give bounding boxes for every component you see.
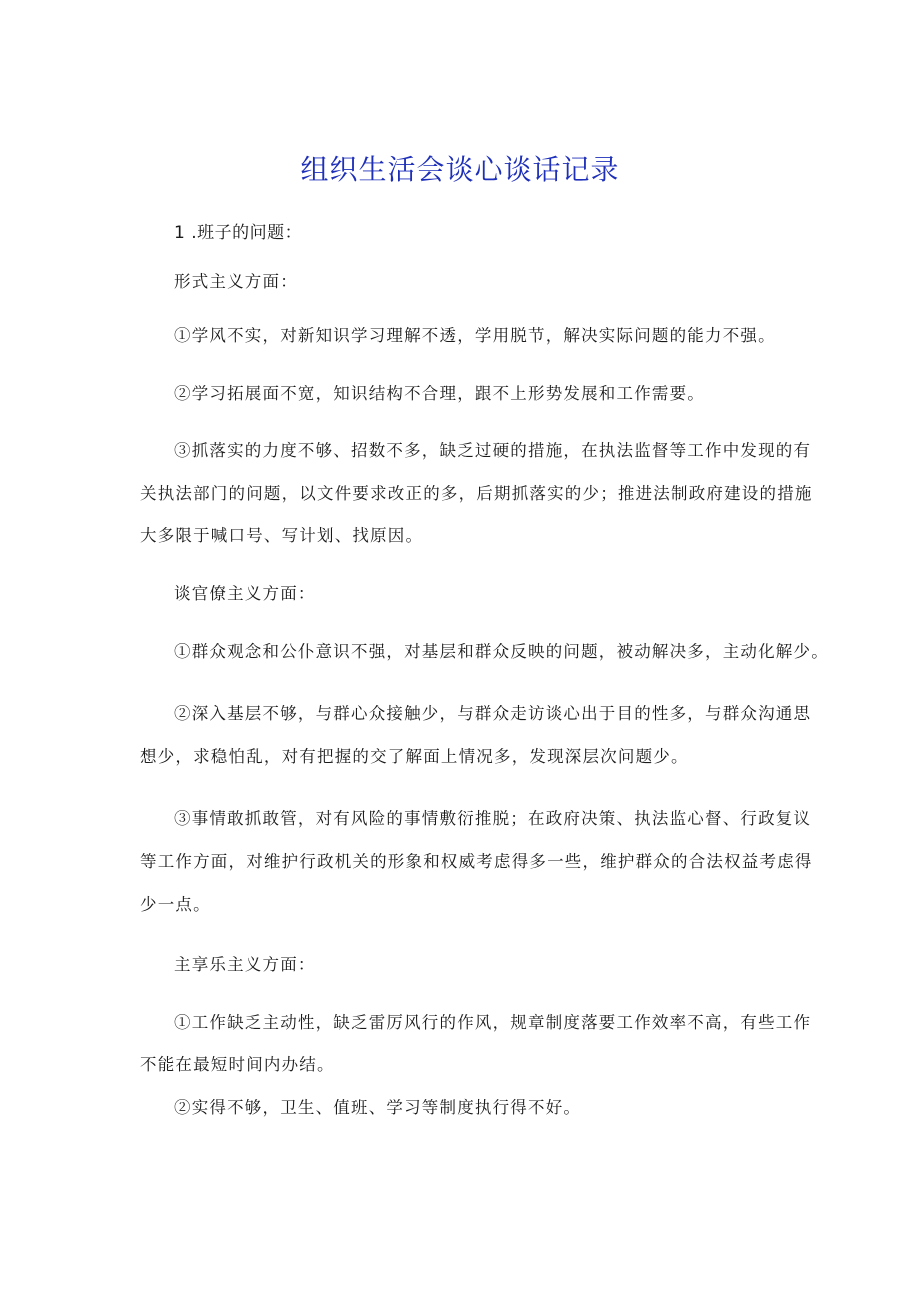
hedonism-item-1-line-1: ①工作缺乏主动性，缺乏雷厉风行的作风，规章制度落要工作效率不高，有些工作 xyxy=(174,1013,812,1032)
document-title: 组织生活会谈心谈话记录 xyxy=(300,153,620,186)
bureaucratism-item-1: ①群众观念和公仆意识不强，对基层和群众反映的问题，被动解决多，主动化解少。 xyxy=(174,642,829,661)
hedonism-item-1-line-2: 不能在最短时间内办结。 xyxy=(140,1055,335,1074)
bureaucratism-item-3-line-3: 少一点。 xyxy=(140,895,211,914)
formalism-item-3-line-3: 大多限于喊口号、写计划、找原因。 xyxy=(140,526,424,545)
bureaucratism-item-3-line-1: ③事情敢抓敢管，对有风险的事情敷衍推脱；在政府决策、执法监心督、行政复议 xyxy=(174,809,812,828)
formalism-item-2: ②学习拓展面不宽，知识结构不合理，跟不上形势发展和工作需要。 xyxy=(174,384,705,403)
bureaucratism-item-3-line-2: 等工作方面，对维护行政机关的形象和权威考虑得多一些，维护群众的合法权益考虑得 xyxy=(140,852,813,871)
bureaucratism-item-2-line-2: 想少，求稳怕乱，对有把握的交了解面上情况多，发现深层次问题少。 xyxy=(140,747,689,766)
formalism-item-3-line-2: 关执法部门的问题，以文件要求改正的多，后期抓落实的少；推进法制政府建设的措施 xyxy=(140,484,813,503)
section-heading: 1 .班子的问题： xyxy=(174,223,303,243)
hedonism-item-2: ②实得不够，卫生、值班、学习等制度执行得不好。 xyxy=(174,1098,582,1117)
formalism-heading: 形式主义方面： xyxy=(174,272,298,291)
hedonism-heading: 主享乐主义方面： xyxy=(174,955,316,974)
bureaucratism-heading: 谈官僚主义方面： xyxy=(174,584,316,603)
formalism-item-1: ①学风不实，对新知识学习理解不透，学用脱节，解决实际问题的能力不强。 xyxy=(174,326,776,345)
bureaucratism-item-2-line-1: ②深入基层不够，与群心众接触少，与群众走访谈心出于目的性多，与群众沟通思 xyxy=(174,704,812,723)
formalism-item-3-line-1: ③抓落实的力度不够、招数不多，缺乏过硬的措施，在执法监督等工作中发现的有 xyxy=(174,441,812,460)
